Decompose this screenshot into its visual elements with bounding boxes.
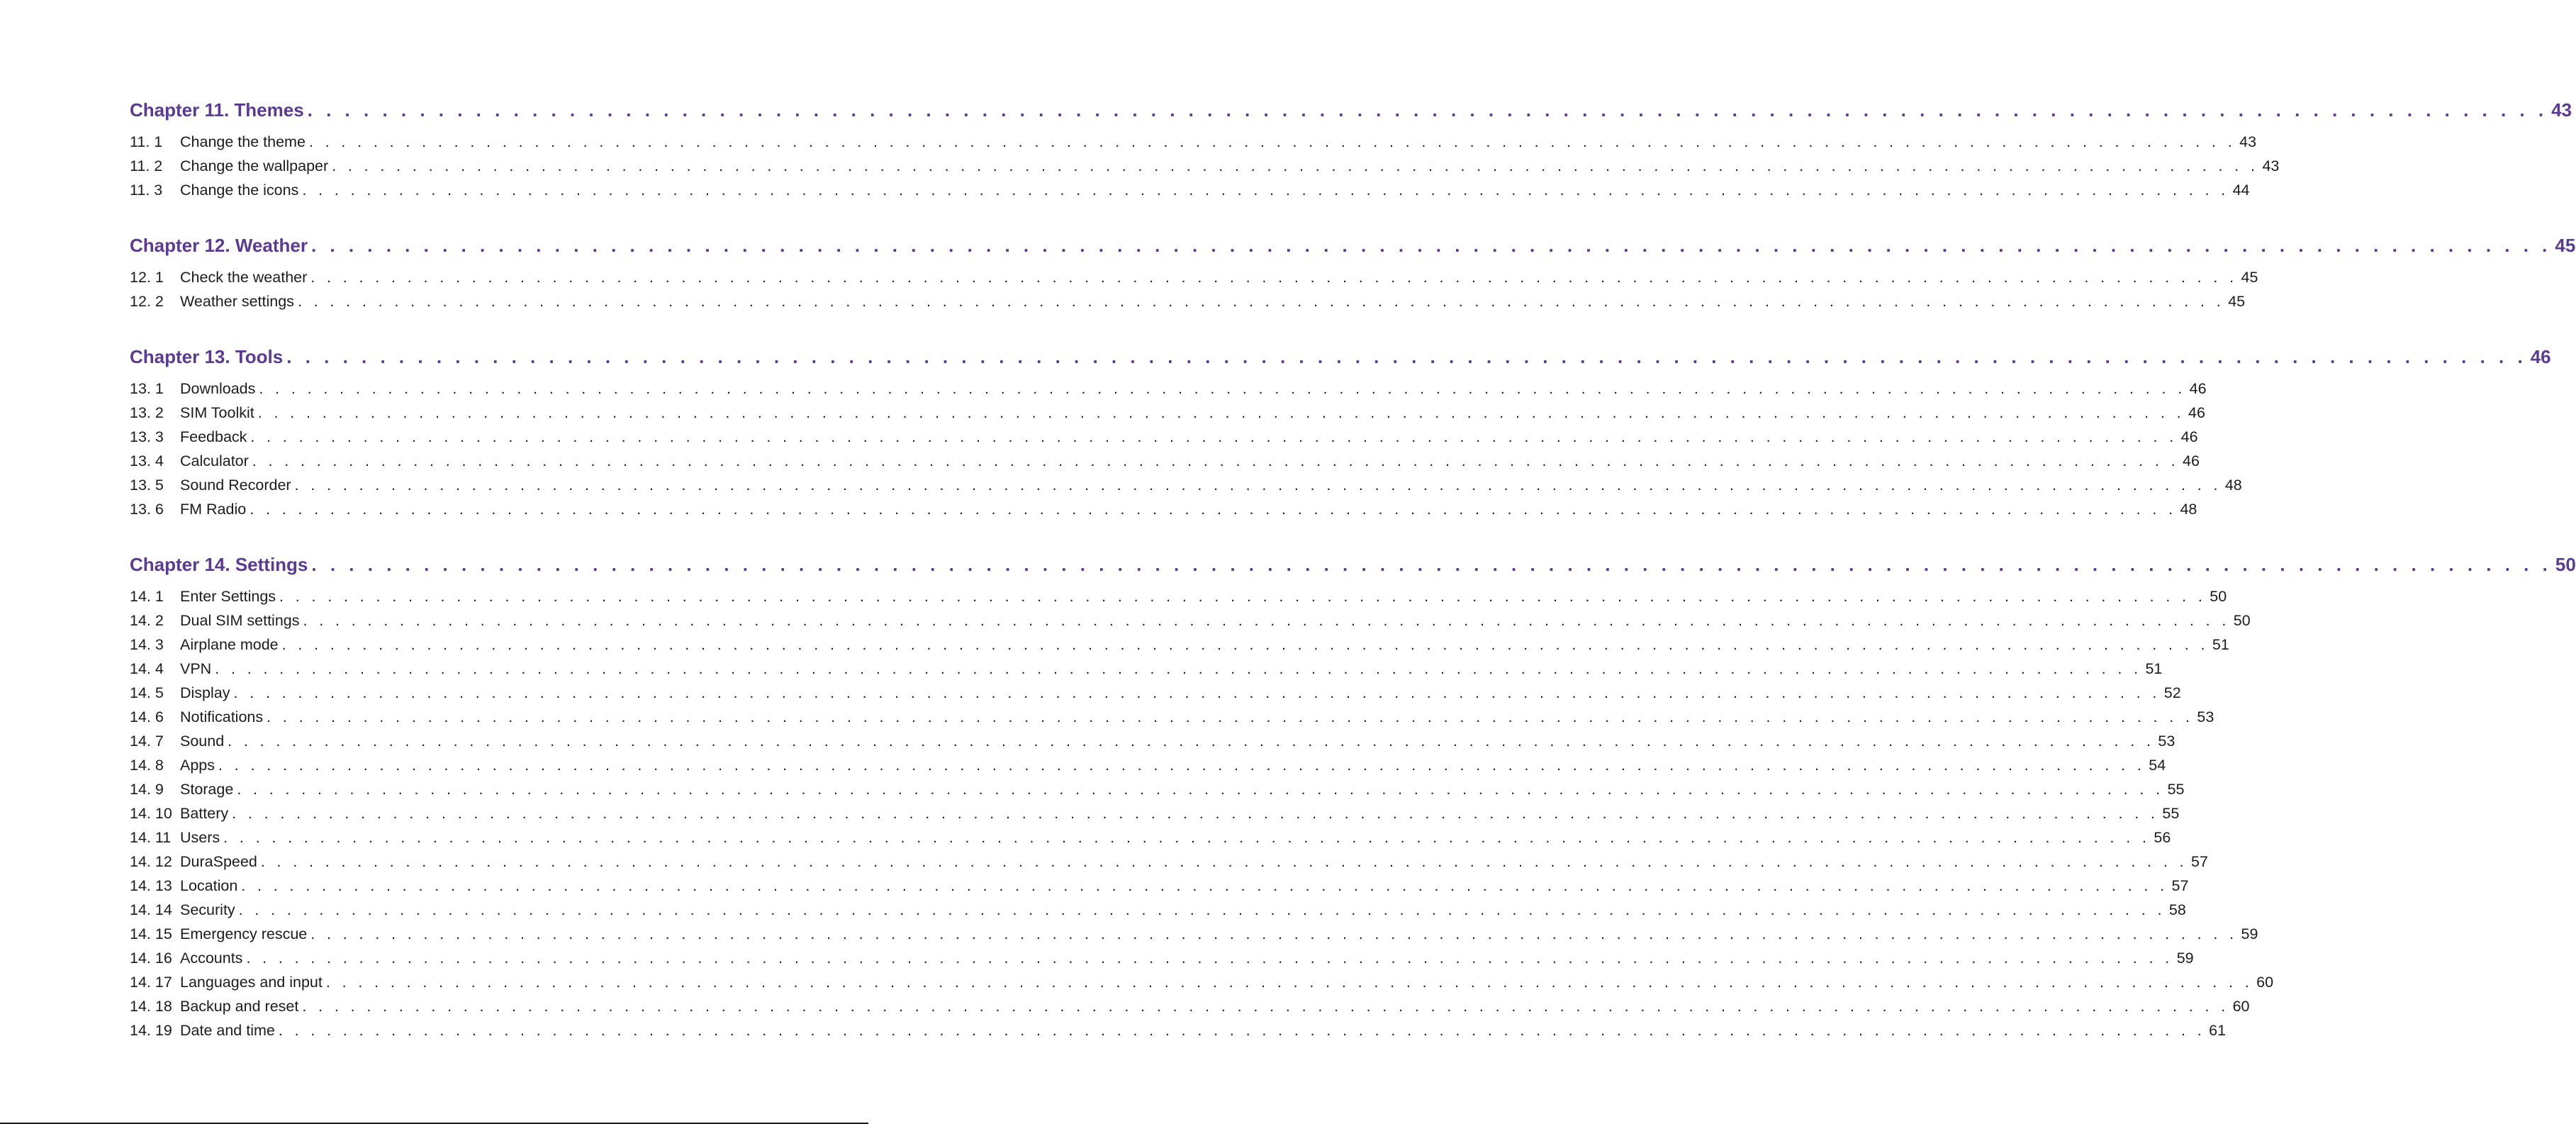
section-title: Apps	[180, 757, 215, 774]
section-title: Dual SIM settings	[180, 612, 300, 629]
section-page-number: 48	[2180, 501, 2197, 518]
section-number: 14. 2	[130, 612, 164, 629]
section-page-number: 44	[2232, 182, 2250, 199]
section-list	[130, 133, 2280, 206]
section-title: Downloads	[180, 380, 256, 397]
section-title: Security	[180, 901, 235, 918]
section-title: Notifications	[180, 708, 264, 725]
dot-leader: . . . . . . . . . . . . . . . . . . . . . . . . . . . . . . . . . . . . . . . . . . . . . . . . . . . . . . . . . . . . . . . . . . . . . . . . . . . . . . . . . . . . . . . . . . . . . . . . . . . . . . . . . . . . . . . . . . . . . . . .	[241, 877, 2168, 894]
toc-entry[interactable]	[130, 901, 2186, 925]
dot-leader: . . . . . . . . . . . . . . . . . . . . . . . . . . . . . . . . . . . . . . . . . . . . . . . . . . . . . . . . . . . . . . . . . . . . . . . . . . . . . . . . . . . . . . . . . . . . . . . . . . . . . . . . . . . . . . . . . . . . . . . .	[294, 477, 2222, 494]
section-page-number: 59	[2241, 925, 2258, 942]
chapter-heading[interactable]	[130, 235, 2576, 266]
section-page-number: 60	[2256, 974, 2274, 991]
section-page-number: 45	[2228, 293, 2246, 310]
toc-entry[interactable]	[130, 757, 2166, 781]
section-title: Backup and reset	[180, 998, 299, 1015]
section-number: 14. 5	[130, 684, 164, 701]
chapter-page-number: 45	[2555, 235, 2576, 256]
section-page-number: 52	[2163, 684, 2181, 701]
dot-leader: . . . . . . . . . . . . . . . . . . . . . . . . . . . . . . . . . . . . . . . . . . . . . . . . . . . . . . . . . . . . . . . . . . . . . . . . . . . . . . . . . . . . . . . . . . . . . . . . . . . . . . . . . . . . . . . . . . . . . . . .	[232, 805, 2159, 822]
toc-entry[interactable]	[130, 925, 2258, 950]
dot-leader: . . . . . . . . . . . . . . . . . . . . . . . . . . . . . . . . . . . . . . . . . . . . . . . . . . . . . . . . . . . . . . . . . . . . . . . . . . . . . . . . . . . . . . . . . . . . . . . . . . . . . . . . . . . . . . . . . . . . . . . .	[250, 501, 2177, 518]
toc-entry[interactable]	[130, 501, 2197, 525]
toc-entry[interactable]	[130, 636, 2229, 660]
section-title: Accounts	[180, 950, 243, 967]
section-number: 14. 16	[130, 950, 172, 967]
section-page-number: 60	[2232, 998, 2250, 1015]
section-page-number: 53	[2197, 708, 2214, 725]
section-title: Change the icons	[180, 182, 299, 199]
section-number: 14. 11	[130, 829, 172, 846]
toc-entry[interactable]	[130, 684, 2181, 708]
section-title: Date and time	[180, 1022, 275, 1039]
toc-entry[interactable]	[130, 477, 2242, 501]
section-title: VPN	[180, 660, 212, 677]
section-number: 13. 1	[130, 380, 164, 397]
toc-entry[interactable]	[130, 293, 2246, 317]
section-list	[130, 588, 2274, 1046]
section-title: SIM Toolkit	[180, 404, 254, 421]
dot-leader: . . . . . . . . . . . . . . . . . . . . . . . . . . . . . . . . . . . . . . . . . . . . . . . . . . . . . . . . . . . . . . . . . . . . . . . . . . . . . . . . . . . . . . . . . . . . . . . . . . . . . . . . . . . . . . . . . . . . . . . .	[257, 404, 2185, 421]
section-page-number: 51	[2145, 660, 2163, 677]
section-title: Display	[180, 684, 230, 701]
chapter-page-number: 46	[2530, 346, 2551, 367]
section-number: 13. 2	[130, 404, 164, 421]
chapter-title: Chapter 14. Settings	[130, 554, 308, 575]
section-list	[130, 269, 2258, 317]
dot-leader: . . . . . . . . . . . . . . . . . . . . . . . . . . . . . . . . . . . . . . . . . . . . . . . . . . . . . . . . . . . . . . . . . . . . . . . . . . . . . . . . . . . . . . . . . . . . . . . . . . . . . . . . . . . . . . . . . . . . . . . .	[310, 235, 2552, 256]
chapter-heading[interactable]	[130, 99, 2572, 130]
section-title: FM Radio	[180, 501, 247, 518]
section-page-number: 54	[2149, 757, 2166, 774]
section-list	[130, 380, 2242, 525]
section-page-number: 55	[2162, 805, 2180, 822]
dot-leader: . . . . . . . . . . . . . . . . . . . . . . . . . . . . . . . . . . . . . . . . . . . . . . . . . . . . . . . . . . . . . . . . . . . . . . . . . . . . . . . . . . . . . . . . . . . . . . . . . . . . . . . . . . . . . . . . . . . . . . . .	[307, 99, 2548, 121]
chapter-title: Chapter 13. Tools	[130, 346, 284, 367]
toc-entry[interactable]	[130, 588, 2227, 612]
section-number: 12. 1	[130, 269, 164, 286]
section-number: 14. 8	[130, 757, 164, 774]
section-number: 13. 6	[130, 501, 164, 518]
toc-entry[interactable]	[130, 182, 2250, 206]
section-number: 13. 4	[130, 452, 164, 469]
chapter-title: Chapter 12. Weather	[130, 235, 308, 256]
toc-entry[interactable]	[130, 950, 2194, 974]
section-title: Enter Settings	[180, 588, 276, 605]
section-number: 14. 13	[130, 877, 172, 894]
section-title: Sound	[180, 733, 225, 750]
section-number: 14. 17	[130, 974, 172, 991]
toc-entry[interactable]	[130, 612, 2251, 636]
toc-entry[interactable]	[130, 974, 2274, 998]
dot-leader: . . . . . . . . . . . . . . . . . . . . . . . . . . . . . . . . . . . . . . . . . . . . . . . . . . . . . . . . . . . . . . . . . . . . . . . . . . . . . . . . . . . . . . . . . . . . . . . . . . . . . . . . . . . . . . . . . . . . . . . .	[325, 974, 2253, 991]
section-number: 13. 3	[130, 428, 164, 445]
section-page-number: 53	[2158, 733, 2175, 750]
toc-entry[interactable]	[130, 853, 2208, 877]
dot-leader: . . . . . . . . . . . . . . . . . . . . . . . . . . . . . . . . . . . . . . . . . . . . . . . . . . . . . . . . . . . . . . . . . . . . . . . . . . . . . . . . . . . . . . . . . . . . . . . . . . . . . . . . . . . . . . . . . . . . . . . .	[311, 554, 2552, 575]
section-page-number: 50	[2210, 588, 2227, 605]
toc-entry[interactable]	[130, 708, 2214, 733]
toc-entry[interactable]	[130, 877, 2189, 901]
section-title: Weather settings	[180, 293, 294, 310]
section-number: 14. 19	[130, 1022, 172, 1039]
section-page-number: 43	[2262, 157, 2280, 174]
toc-entry[interactable]	[130, 380, 2207, 404]
toc-entry[interactable]	[130, 428, 2198, 452]
chapter-title: Chapter 11. Themes	[130, 99, 304, 121]
toc-entry[interactable]	[130, 404, 2205, 428]
section-number: 14. 4	[130, 660, 164, 677]
dot-leader: . . . . . . . . . . . . . . . . . . . . . . . . . . . . . . . . . . . . . . . . . . . . . . . . . . . . . . . . . . . . . . . . . . . . . . . . . . . . . . . . . . . . . . . . . . . . . . . . . . . . . . . . . . . . . . . . . . . . . . . .	[260, 853, 2188, 870]
section-number: 14. 12	[130, 853, 172, 870]
section-title: Emergency rescue	[180, 925, 308, 942]
section-page-number: 51	[2212, 636, 2229, 653]
toc-entry[interactable]	[130, 1022, 2227, 1046]
section-number: 14. 7	[130, 733, 164, 750]
section-title: Calculator	[180, 452, 249, 469]
section-number: 14. 1	[130, 588, 164, 605]
dot-leader: . . . . . . . . . . . . . . . . . . . . . . . . . . . . . . . . . . . . . . . . . . . . . . . . . . . . . . . . . . . . . . . . . . . . . . . . . . . . . . . . . . . . . . . . . . . . . . . . . . . . . . . . . . . . . . . . . . . . . . . .	[250, 428, 2178, 445]
dot-leader: . . . . . . . . . . . . . . . . . . . . . . . . . . . . . . . . . . . . . . . . . . . . . . . . . . . . . . . . . . . . . . . . . . . . . . . . . . . . . . . . . . . . . . . . . . . . . . . . . . . . . . . . . . . . . . . . . . . . . . . .	[279, 588, 2207, 605]
section-title: Battery	[180, 805, 229, 822]
dot-leader: . . . . . . . . . . . . . . . . . . . . . . . . . . . . . . . . . . . . . . . . . . . . . . . . . . . . . . . . . . . . . . . . . . . . . . . . . . . . . . . . . . . . . . . . . . . . . . . . . . . . . . . . . . . . . . . . . . . . . . . .	[302, 998, 2229, 1015]
table-of-contents	[130, 99, 2576, 1046]
dot-leader: . . . . . . . . . . . . . . . . . . . . . . . . . . . . . . . . . . . . . . . . . . . . . . . . . . . . . . . . . . . . . . . . . . . . . . . . . . . . . . . . . . . . . . . . . . . . . . . . . . . . . . . . . . . . . . . . . . . . . . . .	[237, 781, 2164, 798]
section-page-number: 57	[2191, 853, 2208, 870]
chapter-heading[interactable]	[130, 554, 2576, 585]
section-title: Feedback	[180, 428, 247, 445]
section-page-number: 57	[2171, 877, 2189, 894]
dot-leader: . . . . . . . . . . . . . . . . . . . . . . . . . . . . . . . . . . . . . . . . . . . . . . . . . . . . . . . . . . . . . . . . . . . . . . . . . . . . . . . . . . . . . . . . . . . . . . . . . . . . . . . . . . . . . . . . . . . . . . . .	[228, 733, 2155, 750]
dot-leader: . . . . . . . . . . . . . . . . . . . . . . . . . . . . . . . . . . . . . . . . . . . . . . . . . . . . . . . . . . . . . . . . . . . . . . . . . . . . . . . . . . . . . . . . . . . . . . . . . . . . . . . . . . . . . . . . . . . . . . . .	[233, 684, 2161, 701]
chapter-heading[interactable]	[130, 346, 2551, 377]
section-title: Storage	[180, 781, 234, 798]
section-page-number: 45	[2241, 269, 2258, 286]
section-page-number: 46	[2180, 428, 2198, 445]
section-title: Languages and input	[180, 974, 323, 991]
dot-leader: . . . . . . . . . . . . . . . . . . . . . . . . . . . . . . . . . . . . . . . . . . . . . . . . . . . . . . . . . . . . . . . . . . . . . . . . . . . . . . . . . . . . . . . . . . . . . . . . . . . . . . . . . . . . . . . . . . . . . . . .	[281, 636, 2209, 653]
dot-leader: . . . . . . . . . . . . . . . . . . . . . . . . . . . . . . . . . . . . . . . . . . . . . . . . . . . . . . . . . . . . . . . . . . . . . . . . . . . . . . . . . . . . . . . . . . . . . . . . . . . . . . . . . . . . . . . . . . . . . . . .	[286, 346, 2527, 367]
section-page-number: 56	[2154, 829, 2171, 846]
section-page-number: 55	[2167, 781, 2185, 798]
section-title: Sound Recorder	[180, 477, 291, 494]
section-page-number: 46	[2189, 380, 2207, 397]
dot-leader: . . . . . . . . . . . . . . . . . . . . . . . . . . . . . . . . . . . . . . . . . . . . . . . . . . . . . . . . . . . . . . . . . . . . . . . . . . . . . . . . . . . . . . . . . . . . . . . . . . . . . . . . . . . . . . . . . . . . . . . .	[332, 157, 2259, 174]
section-page-number: 43	[2239, 133, 2257, 150]
section-number: 14. 18	[130, 998, 172, 1015]
section-number: 14. 6	[130, 708, 164, 725]
section-number: 14. 10	[130, 805, 172, 822]
dot-leader: . . . . . . . . . . . . . . . . . . . . . . . . . . . . . . . . . . . . . . . . . . . . . . . . . . . . . . . . . . . . . . . . . . . . . . . . . . . . . . . . . . . . . . . . . . . . . . . . . . . . . . . . . . . . . . . . . . . . . . . .	[310, 925, 2238, 942]
section-title: Change the theme	[180, 133, 306, 150]
chapter-page-number: 43	[2551, 99, 2572, 121]
section-page-number: 59	[2176, 950, 2194, 967]
dot-leader: . . . . . . . . . . . . . . . . . . . . . . . . . . . . . . . . . . . . . . . . . . . . . . . . . . . . . . . . . . . . . . . . . . . . . . . . . . . . . . . . . . . . . . . . . . . . . . . . . . . . . . . . . . . . . . . . . . . . . . . .	[218, 757, 2146, 774]
toc-entry[interactable]	[130, 133, 2257, 157]
section-page-number: 48	[2224, 477, 2242, 494]
section-title: Users	[180, 829, 220, 846]
dot-leader: . . . . . . . . . . . . . . . . . . . . . . . . . . . . . . . . . . . . . . . . . . . . . . . . . . . . . . . . . . . . . . . . . . . . . . . . . . . . . . . . . . . . . . . . . . . . . . . . . . . . . . . . . . . . . . . . . . . . . . . .	[302, 182, 2229, 199]
section-page-number: 58	[2168, 901, 2186, 918]
dot-leader: . . . . . . . . . . . . . . . . . . . . . . . . . . . . . . . . . . . . . . . . . . . . . . . . . . . . . . . . . . . . . . . . . . . . . . . . . . . . . . . . . . . . . . . . . . . . . . . . . . . . . . . . . . . . . . . . . . . . . . . .	[308, 133, 2236, 150]
dot-leader: . . . . . . . . . . . . . . . . . . . . . . . . . . . . . . . . . . . . . . . . . . . . . . . . . . . . . . . . . . . . . . . . . . . . . . . . . . . . . . . . . . . . . . . . . . . . . . . . . . . . . . . . . . . . . . . . . . . . . . . .	[303, 612, 2230, 629]
section-page-number: 46	[2188, 404, 2205, 421]
dot-leader: . . . . . . . . . . . . . . . . . . . . . . . . . . . . . . . . . . . . . . . . . . . . . . . . . . . . . . . . . . . . . . . . . . . . . . . . . . . . . . . . . . . . . . . . . . . . . . . . . . . . . . . . . . . . . . . . . . . . . . . .	[223, 829, 2151, 846]
section-number: 14. 14	[130, 901, 172, 918]
dot-leader: . . . . . . . . . . . . . . . . . . . . . . . . . . . . . . . . . . . . . . . . . . . . . . . . . . . . . . . . . . . . . . . . . . . . . . . . . . . . . . . . . . . . . . . . . . . . . . . . . . . . . . . . . . . . . . . . . . . . . . . .	[259, 380, 2186, 397]
section-number: 14. 9	[130, 781, 164, 798]
section-number: 14. 15	[130, 925, 172, 942]
dot-leader: . . . . . . . . . . . . . . . . . . . . . . . . . . . . . . . . . . . . . . . . . . . . . . . . . . . . . . . . . . . . . . . . . . . . . . . . . . . . . . . . . . . . . . . . . . . . . . . . . . . . . . . . . . . . . . . . . . . . . . . .	[297, 293, 2225, 310]
section-title: Change the wallpaper	[180, 157, 329, 174]
dot-leader: . . . . . . . . . . . . . . . . . . . . . . . . . . . . . . . . . . . . . . . . . . . . . . . . . . . . . . . . . . . . . . . . . . . . . . . . . . . . . . . . . . . . . . . . . . . . . . . . . . . . . . . . . . . . . . . . . . . . . . . .	[238, 901, 2166, 918]
toc-entry[interactable]	[130, 157, 2280, 182]
toc-entry[interactable]	[130, 452, 2200, 477]
section-page-number: 46	[2183, 452, 2200, 469]
section-number: 12. 2	[130, 293, 164, 310]
toc-entry[interactable]	[130, 733, 2175, 757]
section-number: 14. 3	[130, 636, 164, 653]
dot-leader: . . . . . . . . . . . . . . . . . . . . . . . . . . . . . . . . . . . . . . . . . . . . . . . . . . . . . . . . . . . . . . . . . . . . . . . . . . . . . . . . . . . . . . . . . . . . . . . . . . . . . . . . . . . . . . . . . . . . . . . .	[267, 708, 2194, 725]
section-page-number: 61	[2209, 1022, 2227, 1039]
toc-entry[interactable]	[130, 660, 2163, 684]
chapter-page-number: 50	[2555, 554, 2576, 575]
section-title: Location	[180, 877, 238, 894]
section-title: Airplane mode	[180, 636, 279, 653]
dot-leader: . . . . . . . . . . . . . . . . . . . . . . . . . . . . . . . . . . . . . . . . . . . . . . . . . . . . . . . . . . . . . . . . . . . . . . . . . . . . . . . . . . . . . . . . . . . . . . . . . . . . . . . . . . . . . . . . . . . . . . . .	[246, 950, 2173, 967]
section-title: DuraSpeed	[180, 853, 257, 870]
section-title: Check the weather	[180, 269, 308, 286]
dot-leader: . . . . . . . . . . . . . . . . . . . . . . . . . . . . . . . . . . . . . . . . . . . . . . . . . . . . . . . . . . . . . . . . . . . . . . . . . . . . . . . . . . . . . . . . . . . . . . . . . . . . . . . . . . . . . . . . . . . . . . . .	[215, 660, 2142, 677]
section-number: 13. 5	[130, 477, 164, 494]
toc-entry[interactable]	[130, 269, 2258, 293]
section-number: 11. 2	[130, 157, 163, 174]
section-page-number: 50	[2233, 612, 2251, 629]
toc-entry[interactable]	[130, 805, 2180, 829]
section-number: 11. 3	[130, 182, 163, 199]
section-number: 11. 1	[130, 133, 163, 150]
dot-leader: . . . . . . . . . . . . . . . . . . . . . . . . . . . . . . . . . . . . . . . . . . . . . . . . . . . . . . . . . . . . . . . . . . . . . . . . . . . . . . . . . . . . . . . . . . . . . . . . . . . . . . . . . . . . . . . . . . . . . . . .	[310, 269, 2238, 286]
toc-entry[interactable]	[130, 829, 2171, 853]
dot-leader: . . . . . . . . . . . . . . . . . . . . . . . . . . . . . . . . . . . . . . . . . . . . . . . . . . . . . . . . . . . . . . . . . . . . . . . . . . . . . . . . . . . . . . . . . . . . . . . . . . . . . . . . . . . . . . . . . . . . . . . .	[278, 1022, 2206, 1039]
dot-leader: . . . . . . . . . . . . . . . . . . . . . . . . . . . . . . . . . . . . . . . . . . . . . . . . . . . . . . . . . . . . . . . . . . . . . . . . . . . . . . . . . . . . . . . . . . . . . . . . . . . . . . . . . . . . . . . . . . . . . . . .	[252, 452, 2180, 469]
toc-entry[interactable]	[130, 998, 2250, 1022]
toc-entry[interactable]	[130, 781, 2185, 805]
